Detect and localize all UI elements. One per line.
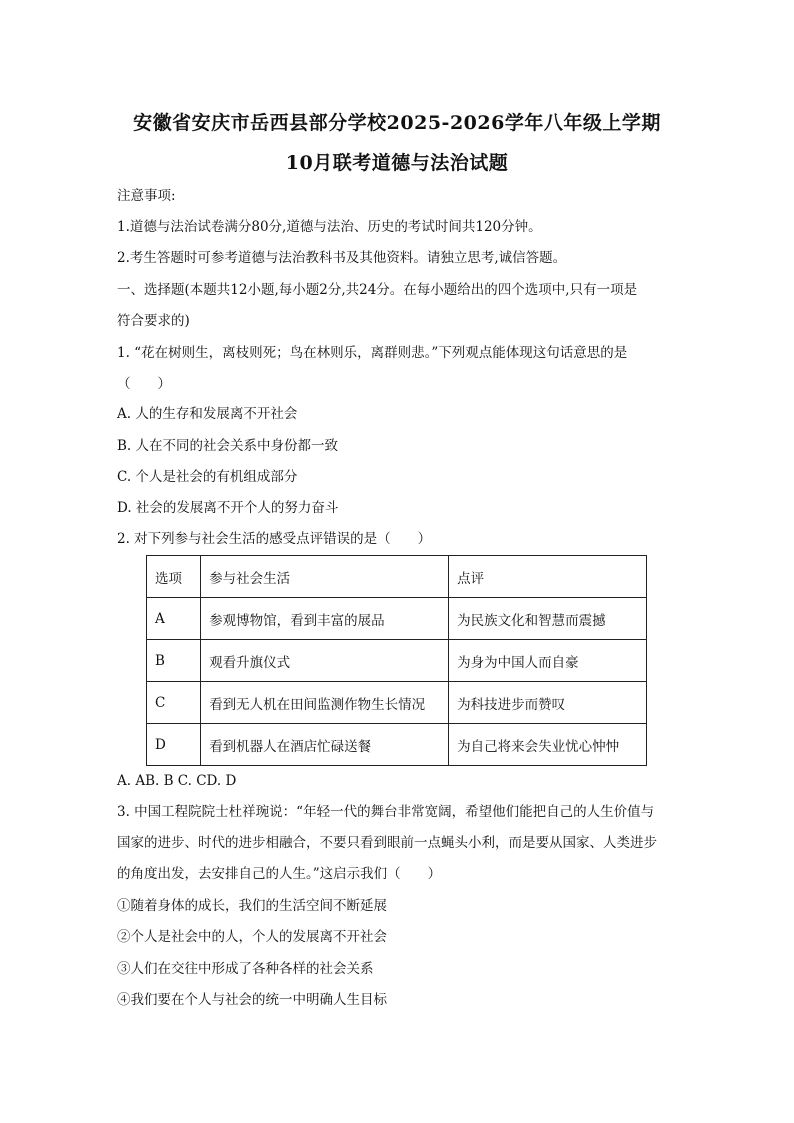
- table-cell: 看到无人机在田间监测作物生长情况: [201, 682, 449, 724]
- question-3-stem-line3: 的角度出发，去安排自己的人生。”这启示我们（ ）: [117, 866, 442, 882]
- notice-item-2: 2.考生答题时可参考道德与法治教科书及其他资料。请独立思考,诚信答题。: [117, 250, 567, 266]
- question-1-option-b: B. 人在不同的社会关系中身份都一致: [117, 438, 339, 454]
- table-cell: 为自己将来会失业忧心忡忡: [449, 724, 647, 766]
- table-row: [147, 598, 647, 640]
- table-cell: B: [147, 640, 201, 682]
- table-row: [147, 640, 647, 682]
- table-row: [147, 682, 647, 724]
- table-cell: 参观博物馆，看到丰富的展品: [201, 598, 449, 640]
- question-3-statement-3: ③人们在交往中形成了各种各样的社会关系: [117, 961, 374, 977]
- table-header-cell: 选项: [147, 556, 201, 598]
- question-1-option-c: C. 个人是社会的有机组成部分: [117, 469, 298, 485]
- section-heading-line2: 符合要求的): [117, 313, 190, 329]
- exam-title-line2: 10月联考道德与法治试题: [285, 152, 509, 174]
- question-3-statement-1: ①随着身体的成长，我们的生活空间不断延展: [117, 898, 387, 914]
- table-cell: C: [147, 682, 201, 724]
- question-1-stem-line1: 1. “花在树则生，离枝则死；鸟在林则乐，离群则悲。”下列观点能体现这句话意思的是: [117, 345, 628, 361]
- question-1-option-a: A. 人的生存和发展离不开社会: [117, 406, 298, 422]
- question-2-table: [146, 555, 647, 766]
- table-header-row: [147, 556, 647, 598]
- table-header-cell: 参与社会生活: [201, 556, 449, 598]
- table-row: [147, 724, 647, 766]
- table-cell: 为科技进步而赞叹: [449, 682, 647, 724]
- question-3-stem-line1: 3. 中国工程院院士杜祥琬说：“年轻一代的舞台非常宽阔，希望他们能把自己的人生价值与: [117, 804, 655, 820]
- question-2-answer-options: A. AB. B C. CD. D: [117, 773, 237, 789]
- table-cell: A: [147, 598, 201, 640]
- table-cell: 看到机器人在酒店忙碌送餐: [201, 724, 449, 766]
- table-cell: 观看升旗仪式: [201, 640, 449, 682]
- question-2-stem: 2. 对下列参与社会生活的感受点评错误的是（ ）: [117, 531, 432, 547]
- exam-title-line1: 安徽省安庆市岳西县部分学校2025-2026学年八年级上学期: [133, 112, 661, 134]
- question-1-stem-line2: （ ）: [117, 376, 171, 392]
- question-3-statement-4: ④我们要在个人与社会的统一中明确人生目标: [117, 992, 387, 1008]
- notice-item-1: 1.道德与法治试卷满分80分,道德与法治、历史的考试时间共120分钟。: [117, 219, 542, 235]
- question-1-option-d: D. 社会的发展离不开个人的努力奋斗: [117, 500, 339, 516]
- table-cell: 为民族文化和智慧而震撼: [449, 598, 647, 640]
- section-heading-line1: 一、选择题(本题共12小题,每小题2分,共24分。在每小题给出的四个选项中,只有一项是: [117, 282, 638, 298]
- table-cell: 为身为中国人而自豪: [449, 640, 647, 682]
- table-header-cell: 点评: [449, 556, 647, 598]
- notice-heading: 注意事项:: [117, 188, 176, 204]
- table-cell: D: [147, 724, 201, 766]
- question-3-stem-line2: 国家的进步、时代的进步相融合，不要只看到眼前一点蝇头小利，而是要从国家、人类进步: [117, 835, 657, 851]
- question-3-statement-2: ②个人是社会中的人，个人的发展离不开社会: [117, 929, 387, 945]
